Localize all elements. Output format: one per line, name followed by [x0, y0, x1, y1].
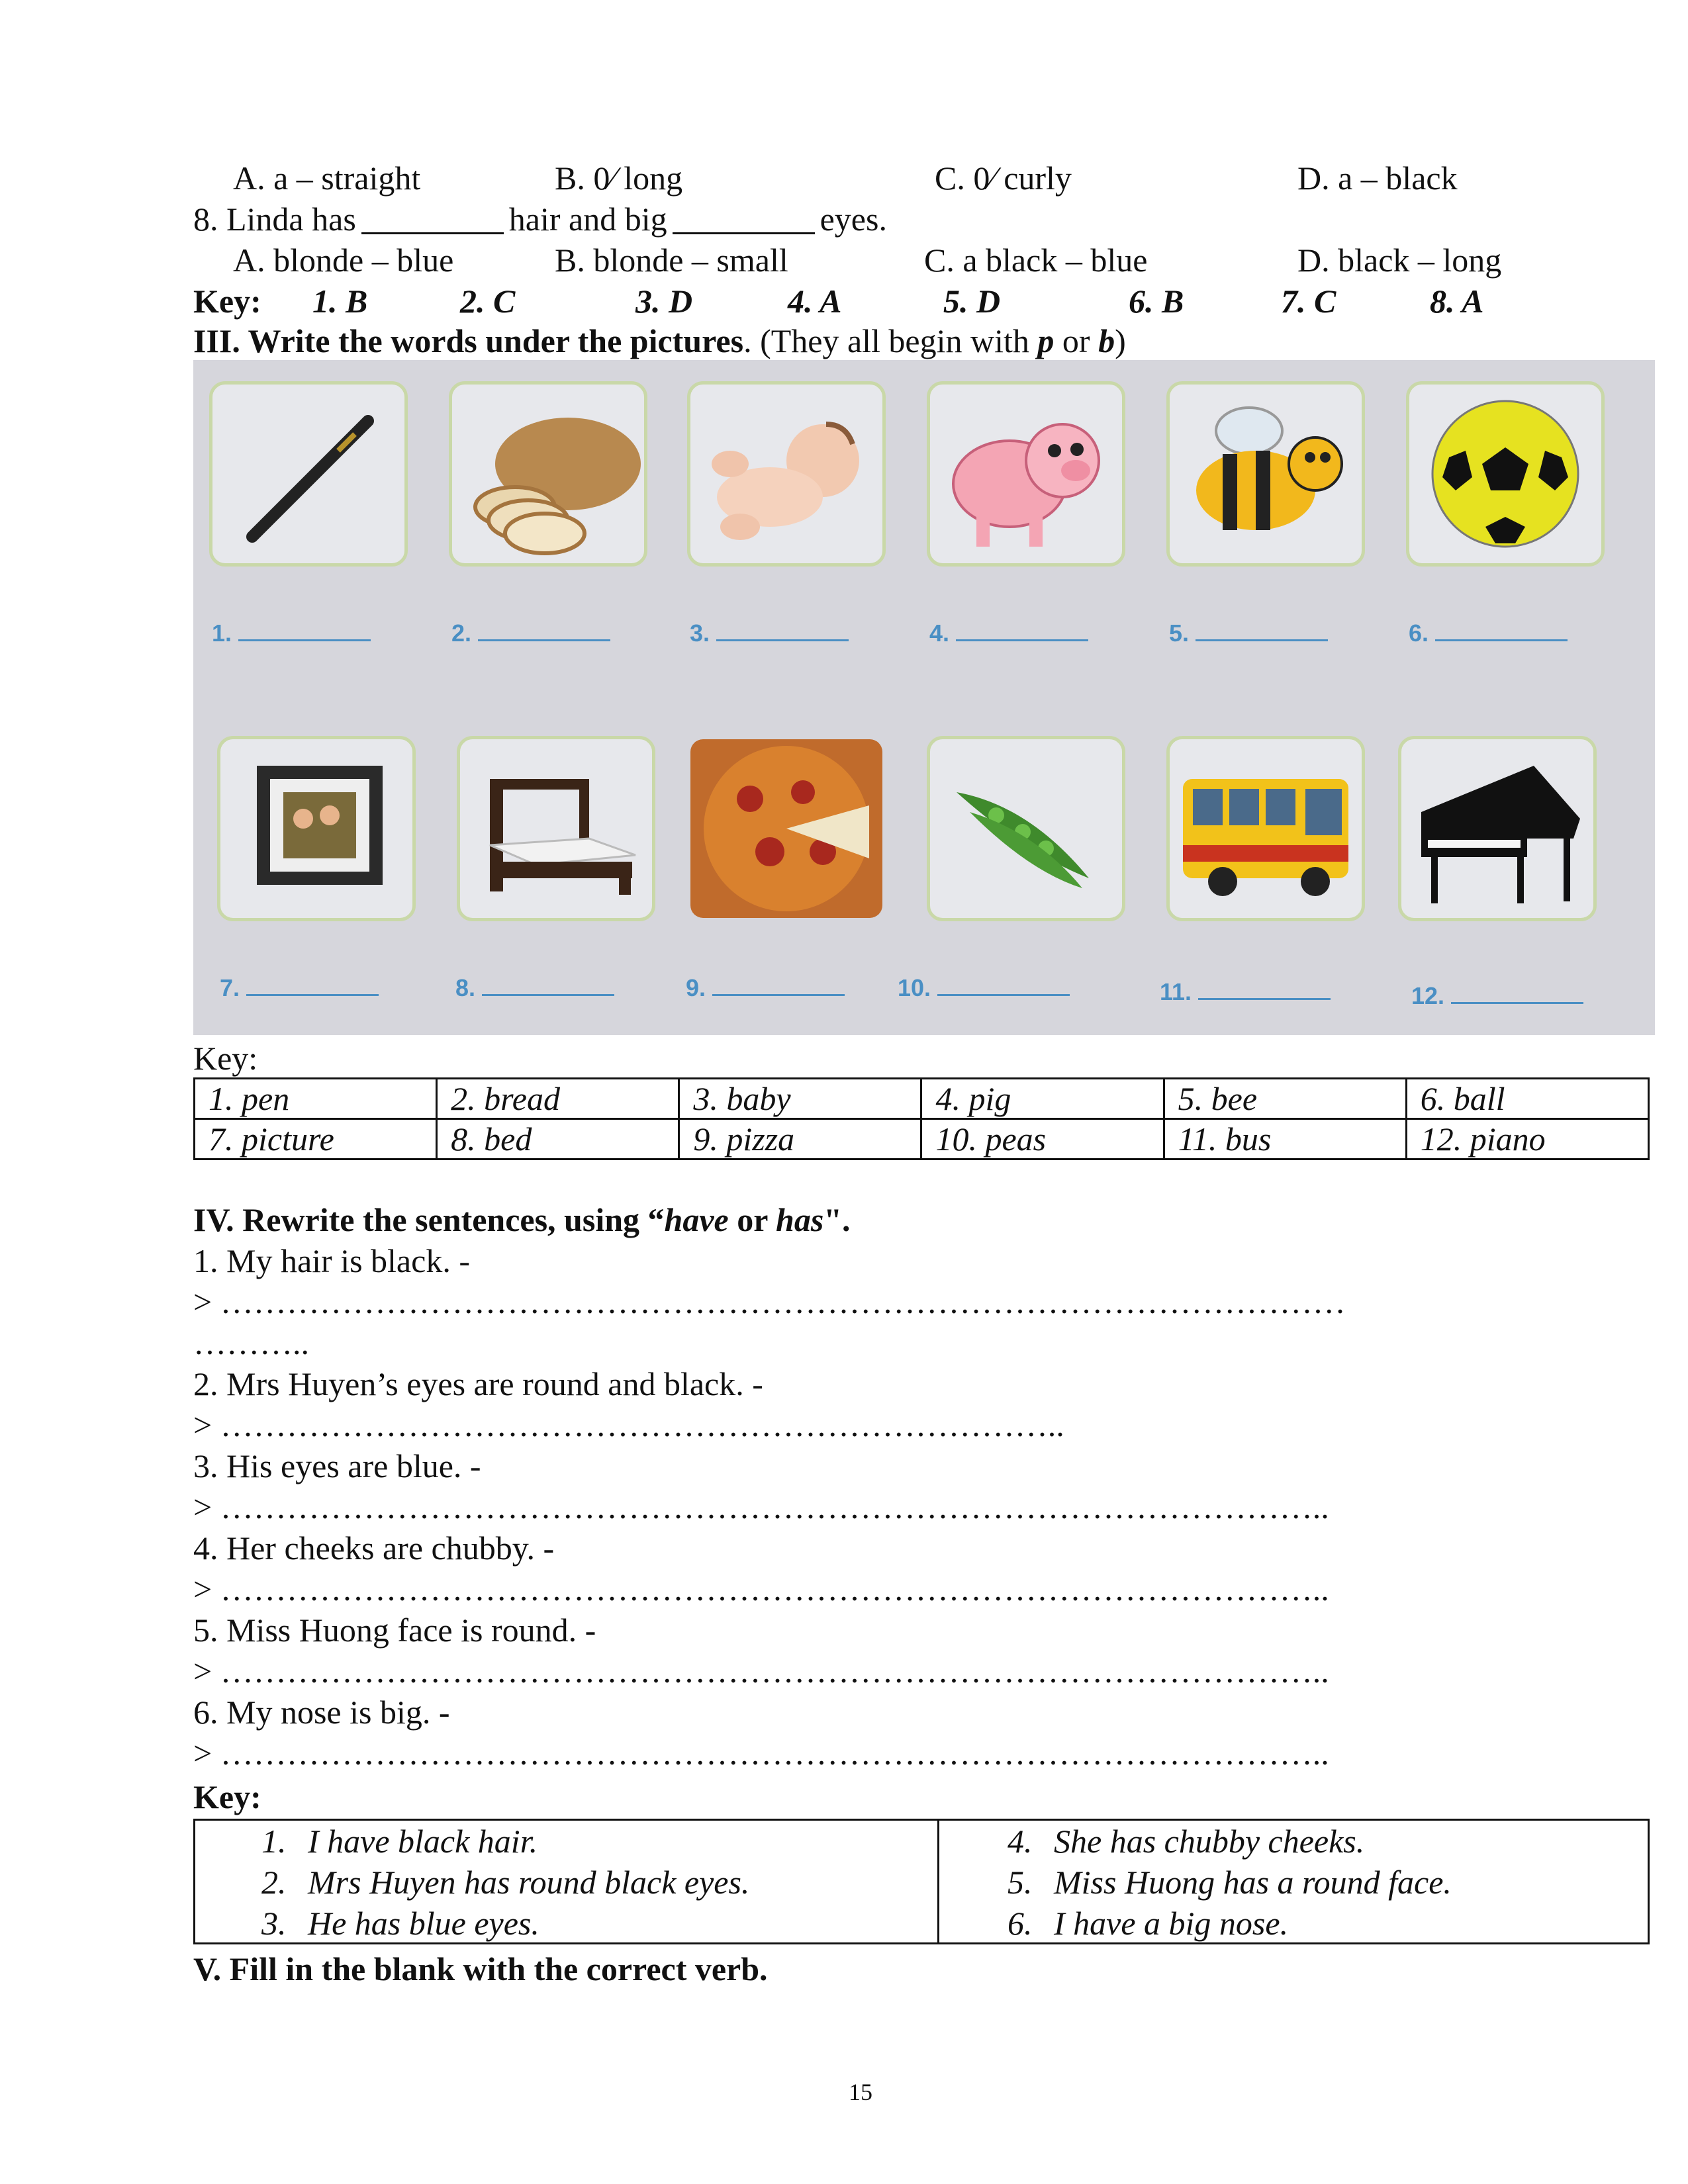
q7-option-a: A. a – straight: [233, 159, 421, 197]
q8-blank-2: [673, 232, 815, 234]
answer-line: > ………………………………………………………………………………………..: [193, 1735, 1329, 1772]
q8-option-b: B. blonde – small: [555, 242, 788, 279]
table-cell: 8. bed: [437, 1119, 679, 1160]
q8-option-d: D. black – long: [1297, 242, 1502, 279]
section-5-heading: V. Fill in the blank with the correct verb.: [193, 1950, 768, 1987]
rewrite-key-table: [193, 1819, 1650, 1944]
picture-number: 6.: [1409, 619, 1568, 647]
key1-answer: 3. D: [635, 283, 693, 320]
table-cell: 12. piano: [1406, 1119, 1648, 1160]
list-item: 6. I have a big nose.: [1008, 1905, 1289, 1942]
sentence-question: 6. My nose is big. -: [193, 1694, 450, 1731]
key1-answer: 8. A: [1430, 283, 1484, 320]
key1-answer: 6. B: [1129, 283, 1184, 320]
table-cell: 2. bread: [437, 1079, 679, 1119]
picture-number: 1.: [212, 619, 371, 647]
key-label-3: Key:: [193, 1778, 261, 1815]
table-cell: 9. pizza: [679, 1119, 921, 1160]
picture-number: 4.: [929, 619, 1088, 647]
table-row: [195, 1119, 1649, 1160]
q8-option-a: A. blonde – blue: [233, 242, 454, 279]
answer-line: > …………………………………………………………………..: [193, 1406, 1064, 1443]
peas-picture: [927, 736, 1125, 921]
list-item: 5. Miss Huong has a round face.: [1008, 1864, 1452, 1901]
q8-blank-1: [361, 232, 504, 234]
q7-option-d: D. a – black: [1297, 159, 1458, 197]
sentence-question: 3. His eyes are blue. -: [193, 1447, 481, 1484]
table-cell: 3. baby: [679, 1079, 921, 1119]
picture-number: 3.: [690, 619, 849, 647]
piano-picture: [1398, 736, 1597, 921]
picture-number: 11.: [1160, 978, 1331, 1006]
pen-picture: [209, 381, 408, 567]
table-cell: 4. pig: [921, 1079, 1164, 1119]
key1-answer: 4. A: [788, 283, 842, 320]
picture-panel: [193, 360, 1655, 1035]
key-label-1: Key:: [193, 283, 261, 320]
letter-b: b: [1098, 322, 1115, 359]
sentence-question: 1. My hair is black. -: [193, 1242, 470, 1279]
ball-picture: [1406, 381, 1605, 567]
key1-answer: 1. B: [312, 283, 368, 320]
picture-number: 2.: [451, 619, 610, 647]
answer-line: > …………………………………………………………………………………………: [193, 1283, 1346, 1320]
key-column-left: [195, 1821, 939, 1942]
sentence-question: 2. Mrs Huyen’s eyes are round and black. -: [193, 1365, 763, 1402]
picture-key-table: [193, 1077, 1650, 1160]
bed-picture: [457, 736, 655, 921]
q8-text-middle: hair and big: [508, 201, 667, 238]
question-8: [193, 199, 887, 240]
table-cell: 6. ball: [1406, 1079, 1648, 1119]
list-item: 1. I have black hair.: [261, 1823, 538, 1860]
picture-number: 5.: [1169, 619, 1328, 647]
section-3-or: or: [1054, 322, 1099, 359]
letter-p: p: [1037, 322, 1055, 359]
key1-answer: 7. C: [1281, 283, 1336, 320]
q7-option-c: C. 0∕ curly: [935, 159, 1072, 197]
bread-picture: [449, 381, 647, 567]
key1-answer: 2. C: [460, 283, 516, 320]
picture-number: 7.: [220, 974, 379, 1002]
list-item: 3. He has blue eyes.: [261, 1905, 539, 1942]
picture-number: 12.: [1411, 982, 1583, 1010]
sentence-question: 5. Miss Huong face is round. -: [193, 1612, 596, 1649]
picture-number: 10.: [898, 974, 1070, 1002]
key1-answer: 5. D: [943, 283, 1001, 320]
key-label-2: Key:: [193, 1040, 258, 1077]
table-row: [195, 1079, 1649, 1119]
section-3-title: III. Write the words under the pictures: [193, 322, 744, 359]
key-column-right: [941, 1821, 1648, 1942]
picture-number: 9.: [686, 974, 845, 1002]
answer-line: > ………………………………………………………………………………………..: [193, 1653, 1329, 1690]
q7-option-b: B. 0∕ long: [555, 159, 683, 197]
section-3-heading: [193, 320, 1126, 361]
answer-line-continued: ………..: [193, 1324, 309, 1361]
table-cell: 1. pen: [195, 1079, 437, 1119]
bee-picture: [1166, 381, 1365, 567]
answer-line: > ………………………………………………………………………………………..: [193, 1570, 1329, 1608]
table-cell: 5. bee: [1164, 1079, 1406, 1119]
table-cell: 7. picture: [195, 1119, 437, 1160]
list-item: 2. Mrs Huyen has round black eyes.: [261, 1864, 750, 1901]
picture-number: 8.: [455, 974, 614, 1002]
page-number: 15: [849, 2079, 872, 2105]
picture-frame-picture: [217, 736, 416, 921]
list-item: 4. She has chubby cheeks.: [1008, 1823, 1365, 1860]
q8-option-c: C. a black – blue: [924, 242, 1148, 279]
pizza-picture: [687, 736, 886, 921]
table-cell: 10. peas: [921, 1119, 1164, 1160]
bus-picture: [1166, 736, 1365, 921]
pig-picture: [927, 381, 1125, 567]
sentence-question: 4. Her cheeks are chubby. -: [193, 1529, 555, 1567]
table-cell: 11. bus: [1164, 1119, 1406, 1160]
q8-text-before: 8. Linda has: [193, 201, 356, 238]
q8-text-after: eyes.: [820, 201, 887, 238]
baby-picture: [687, 381, 886, 567]
section-3-note-prefix: . (They all begin with: [743, 322, 1038, 359]
section-3-note-suffix: ): [1115, 322, 1126, 359]
section-4-heading: IV. Rewrite the sentences, using “have or has".: [193, 1201, 851, 1238]
answer-line: > ………………………………………………………………………………………..: [193, 1488, 1329, 1525]
